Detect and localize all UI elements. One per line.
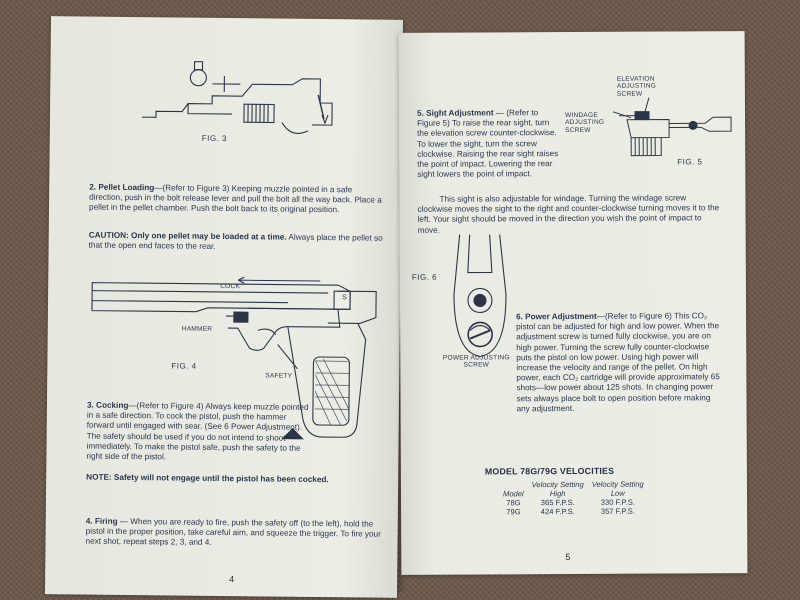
step5-text: — (Refer to Figure 5) To raise the rear sight, turn the elevation screw counter-clockwise. To lower the sight, turn the screw clockwise. Raising the rear sight raises the point of impact. Lowering the rear sight lowers the point of impact. <box>417 108 559 180</box>
step3-heading: 3. Cocking <box>86 400 129 411</box>
fig5-label: FIG. 5 <box>677 157 703 167</box>
row1-model: 78G <box>506 498 521 508</box>
windage-paragraph: This sight is also adjustable for windage. Turning the windage screw clockwise moves the sight to the right and counter-clockwise turning moves it to the left. Your sight should be moved in the direction you wish the point of impact to move. <box>417 193 720 235</box>
step2-paragraph <box>89 183 385 217</box>
col-low-1: Velocity Setting <box>591 479 644 489</box>
caution-paragraph <box>89 231 385 255</box>
step4-text: — When you are ready to fire, push the safety off (to the left), hold the pistol in the proper position, take careful aim, and squeeze the trigger. To fire your next shot, repeat steps 2, 3, and 4. <box>85 516 381 548</box>
col-model: Model <box>502 489 524 499</box>
fig4-hammer-label: HAMMER <box>181 325 213 333</box>
fig5-elevation-label: ELEVATION ADJUSTING SCREW <box>616 75 657 98</box>
step5-paragraph <box>417 108 561 180</box>
row2-model: 79G <box>506 507 521 517</box>
step4-heading: 4. Firing <box>85 516 118 526</box>
col-low-2: Low <box>610 488 625 498</box>
step3-text: —(Refer to Figure 4) Always keep muzzle pointed in a safe direction. To cock the pistol, push the hammer forward until engaged with sear. (See 6 Power Adjustment). The safety should be used if you do not intend to shoot immediately. To make the pistol safe, push the safety to the right side of the pistol. <box>86 401 309 462</box>
fig4-label: FIG. 4 <box>171 361 197 371</box>
table-row <box>499 507 648 517</box>
col-high-2: High <box>549 489 566 499</box>
fig3-label: FIG. 3 <box>201 133 228 144</box>
row2-low: 357 F.P.S. <box>600 506 635 516</box>
step2-text: —(Refer to Figure 3) Keeping muzzle pointed in a safe direction, push in the bolt release lever and pull the bolt all the way back. Place a pellet in the pellet chamber. Push the bolt back to its original position. <box>88 183 382 215</box>
row2-high: 424 F.P.S. <box>540 506 575 517</box>
step6-text: —(Refer to Figure 6) This CO₂ pistol can be adjusted for high and low power. When the adjustment screw is turned fully clockwise, you are on high power. Turning the screw fully counter-clockwise puts the pistol on low power. Using high power will increase the velocity and range of the pellet. On high power, each CO₂ cartridge will provide approximately 65 shots—low power about 125 shots. In changing power sets always place bolt to open position before making any adjustment. <box>516 311 720 414</box>
fig5-windage-label: WINDAGE ADJUSTING SCREW <box>565 111 605 134</box>
right-page <box>399 31 748 575</box>
left-page <box>45 16 403 598</box>
caution-heading: CAUTION: Only one pellet may be loaded at a time. <box>88 230 287 242</box>
step2-heading: 2. Pellet Loading <box>89 182 155 193</box>
row1-low: 330 F.P.S. <box>600 497 635 507</box>
row1-high: 365 F.P.S. <box>540 497 575 508</box>
note-paragraph: NOTE: Safety will not engage until the pistol has been cocked. <box>86 472 329 485</box>
fig4-cock-label: COCK <box>220 282 241 291</box>
fig6-power-drawing <box>444 234 517 364</box>
step3-paragraph <box>86 401 311 465</box>
velocities-table <box>499 480 648 517</box>
velocities-title: MODEL 78G/79G VELOCITIES <box>484 465 615 477</box>
fig6-label: FIG. 6 <box>411 272 438 282</box>
velocities-header-row <box>499 480 648 490</box>
caution-text: Always place the pellet so that the open end faces to the rear. <box>88 232 383 252</box>
step6-paragraph <box>516 311 725 414</box>
page-number-left: 4 <box>229 574 235 585</box>
step5-heading: 5. Sight Adjustment <box>416 108 494 118</box>
fig3-bolt-drawing <box>142 53 353 145</box>
fig6-power-label: POWER ADJUSTING SCREW <box>442 354 510 369</box>
step6-heading: 6. Power Adjustment <box>516 311 597 322</box>
col-high-1: Velocity Setting <box>531 479 584 490</box>
fig4-safety-label: SAFETY <box>265 372 293 380</box>
fig5-sight-drawing <box>609 97 739 168</box>
svg-text:S: S <box>342 294 347 302</box>
page-number-right: 5 <box>565 552 571 563</box>
step4-paragraph <box>85 517 381 551</box>
